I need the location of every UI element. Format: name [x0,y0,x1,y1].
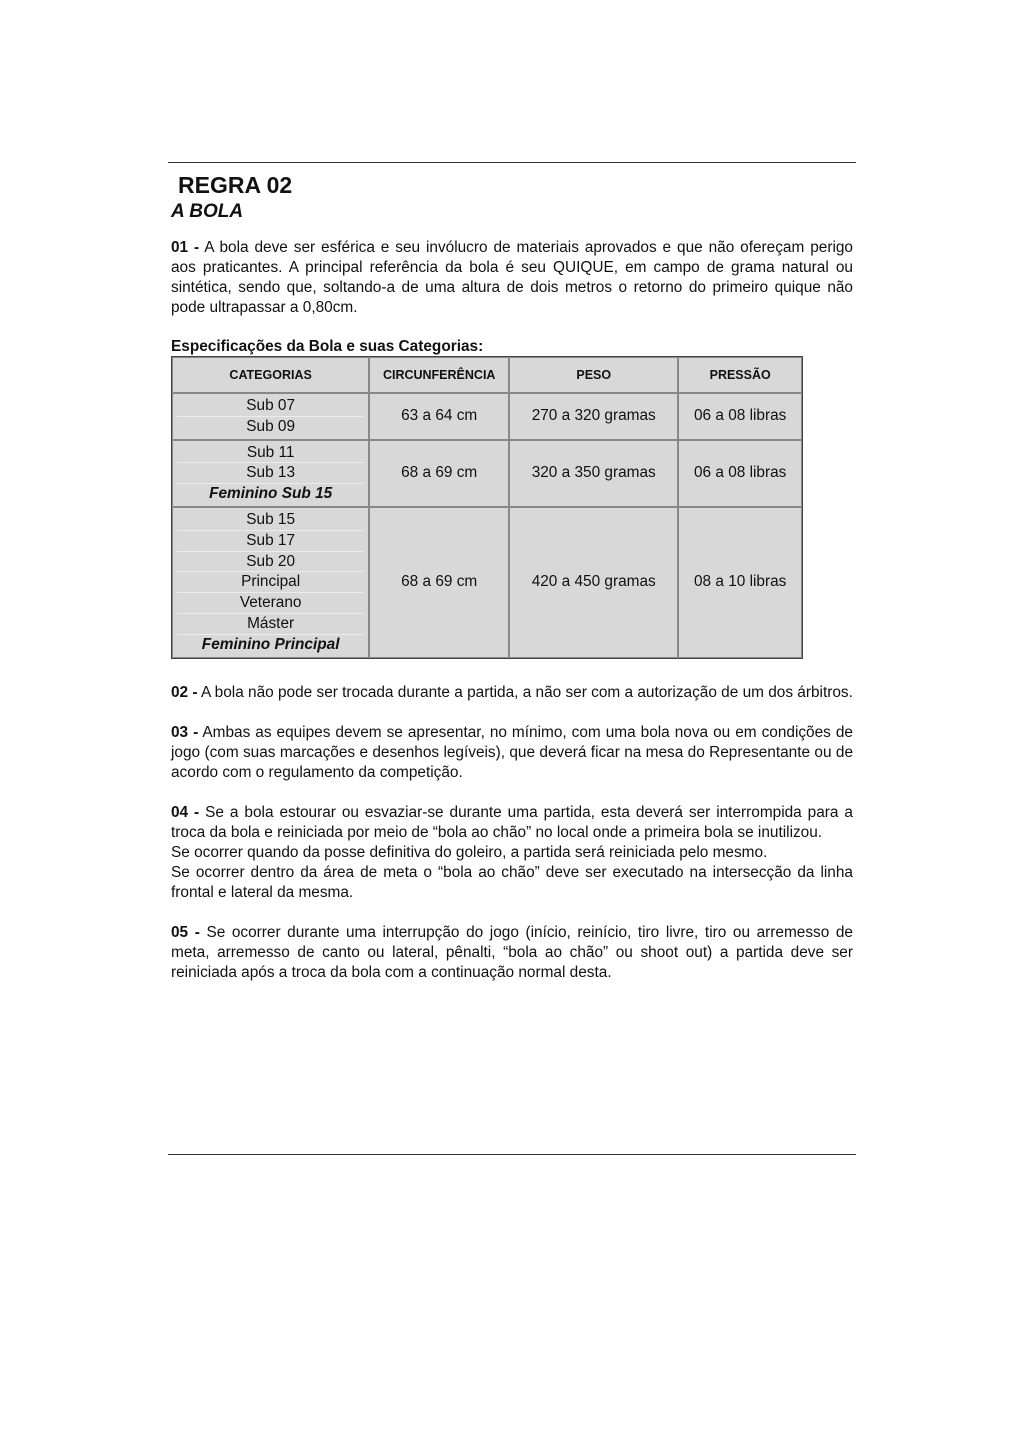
weight-cell: 420 a 450 gramas [509,507,678,658]
paragraph-line: Se ocorrer dentro da área de meta o “bola ao chão” deve ser executado na intersecção da linha frontal e lateral da mesma. [171,863,853,901]
category-item: Sub 11 [177,443,364,464]
paragraph-number: 05 - [171,923,200,941]
paragraph-text: A bola deve ser esférica e seu invólucro de materiais aprovados e que não ofereçam perigo aos praticantes. A principal referência da bola é seu QUIQUE, em campo de grama natural ou sintética, sendo que, soltando-a de uma altura de dois metros o retorno do primeiro quique não pode ultrapassar a 0,80cm. [171,239,853,316]
paragraph-number: 02 - [171,683,198,701]
pressure-cell: 06 a 08 libras [678,440,802,507]
paragraph-02 [171,683,853,703]
pressure-cell: 06 a 08 libras [678,393,802,440]
categories-cell [172,393,369,440]
category-item: Principal [177,572,364,593]
pressure-cell: 08 a 10 libras [678,507,802,658]
paragraph-text: Se ocorrer durante uma interrupção do jogo (início, reinício, tiro livre, tiro ou arremesso de meta, arremesso de canto ou lateral, pênalti, “bola ao chão” ou shoot out) a partida deve ser reiniciada após a troca da bola com a continuação normal desta. [171,923,853,981]
paragraph-number: 03 - [171,723,199,741]
category-item: Sub 17 [177,531,364,552]
paragraph-number: 04 - [171,803,200,821]
top-divider [168,162,856,163]
category-item: Veterano [177,593,364,614]
header-categorias: CATEGORIAS [172,357,369,393]
paragraph-04 [171,803,853,903]
category-item: Sub 07 [177,396,364,417]
table-header-row [172,357,802,393]
categories-cell [172,440,369,507]
table-row [172,440,802,507]
paragraph-01 [171,238,853,318]
header-peso: PESO [509,357,678,393]
category-item: Feminino Principal [201,635,340,653]
paragraph-text: A bola não pode ser trocada durante a partida, a não ser com a autorização de um dos árbitros. [200,683,853,701]
rule-subtitle: A BOLA [171,201,244,222]
category-item: Máster [177,614,364,635]
rule-title: REGRA 02 [178,172,293,198]
weight-cell: 320 a 350 gramas [509,440,678,507]
circumference-cell: 63 a 64 cm [369,393,509,440]
table-row [172,393,802,440]
circumference-cell: 68 a 69 cm [369,507,509,658]
paragraph-text: Ambas as equipes devem se apresentar, no mínimo, com uma bola nova ou em condições de jogo (com suas marcações e desenhos legíveis), que deverá ficar na mesa do Representante ou de acordo com o regulamento da competição. [171,723,853,781]
spec-heading: Especificações da Bola e suas Categorias: [171,338,484,355]
table-row [172,507,802,658]
document-body [171,170,853,1003]
paragraph-text: Se a bola estourar ou esvaziar-se durante uma partida, esta deverá ser interrompida para a troca da bola e reiniciada por meio de “bola ao chão” no local onde a primeira bola se inutilizou. [171,803,853,841]
circumference-cell: 68 a 69 cm [369,440,509,507]
paragraph-05 [171,923,853,983]
category-item: Sub 13 [177,463,364,484]
paragraph-number: 01 - [171,239,200,256]
categories-cell [172,507,369,658]
bottom-divider [168,1154,856,1155]
category-item: Sub 09 [246,417,296,435]
weight-cell: 270 a 320 gramas [509,393,678,440]
paragraph-03 [171,723,853,783]
header-circunferencia: CIRCUNFERÊNCIA [369,357,509,393]
category-item: Sub 15 [177,510,364,531]
paragraph-line: Se ocorrer quando da posse definitiva do goleiro, a partida será reiniciada pelo mesmo. [171,843,768,861]
category-item: Sub 20 [177,552,364,573]
header-pressao: PRESSÃO [678,357,802,393]
ball-spec-table [171,356,803,659]
category-item: Feminino Sub 15 [209,485,333,503]
